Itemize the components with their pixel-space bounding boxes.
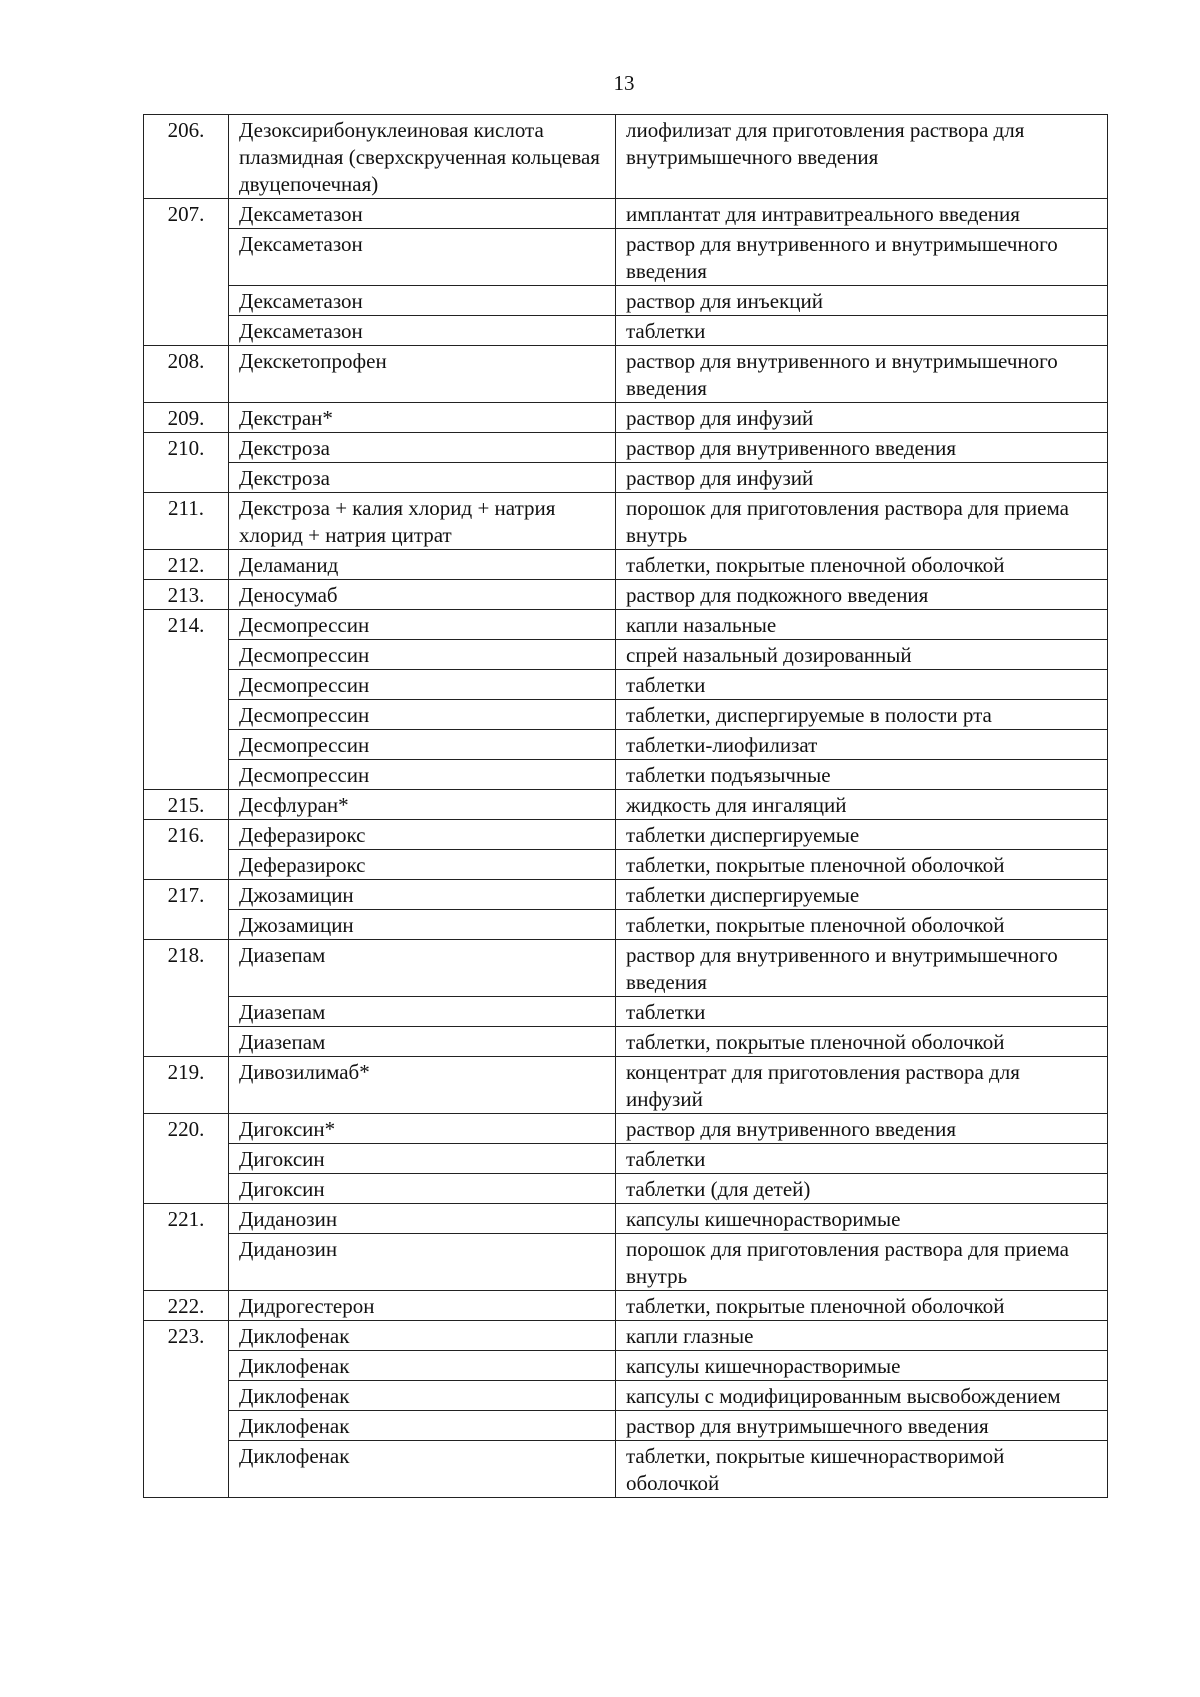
dosage-form: раствор для внутримышечного введения <box>616 1411 1108 1441</box>
drug-name: Декскетопрофен <box>229 346 616 403</box>
dosage-form: раствор для внутривенного введения <box>616 433 1108 463</box>
table-row <box>144 229 1108 286</box>
table-row <box>144 346 1108 403</box>
drug-name: Диазепам <box>229 940 616 997</box>
table-row <box>144 1411 1108 1441</box>
dosage-form: таблетки (для детей) <box>616 1174 1108 1204</box>
drug-table <box>143 114 1108 1498</box>
drug-name: Диазепам <box>229 997 616 1027</box>
drug-name: Декстран* <box>229 403 616 433</box>
dosage-form: раствор для инфузий <box>616 463 1108 493</box>
drug-name: Диклофенак <box>229 1441 616 1498</box>
drug-name: Деферазирокс <box>229 850 616 880</box>
drug-name: Декстроза <box>229 433 616 463</box>
table-row <box>144 1057 1108 1114</box>
drug-name: Десфлуран* <box>229 790 616 820</box>
table-row <box>144 1027 1108 1057</box>
drug-name: Джозамицин <box>229 880 616 910</box>
dosage-form: таблетки, покрытые пленочной оболочкой <box>616 1027 1108 1057</box>
dosage-form: раствор для внутривенного и внутримышечного введения <box>616 346 1108 403</box>
dosage-form: капли назальные <box>616 610 1108 640</box>
drug-name: Дидрогестерон <box>229 1291 616 1321</box>
table-row <box>144 1381 1108 1411</box>
dosage-form: раствор для внутривенного и внутримышечного введения <box>616 940 1108 997</box>
drug-name: Дигоксин <box>229 1144 616 1174</box>
dosage-form: раствор для внутривенного и внутримышечного введения <box>616 229 1108 286</box>
row-number: 215. <box>144 790 229 820</box>
row-number: 210. <box>144 433 229 493</box>
dosage-form: таблетки <box>616 670 1108 700</box>
dosage-form: таблетки, покрытые пленочной оболочкой <box>616 1291 1108 1321</box>
table-row <box>144 640 1108 670</box>
drug-name: Деламанид <box>229 550 616 580</box>
table-row <box>144 820 1108 850</box>
drug-name: Дивозилимаб* <box>229 1057 616 1114</box>
table-row <box>144 850 1108 880</box>
table-row <box>144 550 1108 580</box>
row-number: 218. <box>144 940 229 1057</box>
drug-name: Дексаметазон <box>229 199 616 229</box>
table-row <box>144 910 1108 940</box>
row-number: 211. <box>144 493 229 550</box>
drug-name: Десмопрессин <box>229 610 616 640</box>
drug-name: Декстроза <box>229 463 616 493</box>
drug-name: Деферазирокс <box>229 820 616 850</box>
row-number: 221. <box>144 1204 229 1291</box>
table-row <box>144 997 1108 1027</box>
dosage-form: раствор для инфузий <box>616 403 1108 433</box>
dosage-form: имплантат для интравитреального введения <box>616 199 1108 229</box>
dosage-form: таблетки, диспергируемые в полости рта <box>616 700 1108 730</box>
drug-name: Десмопрессин <box>229 760 616 790</box>
table-row <box>144 1351 1108 1381</box>
row-number: 216. <box>144 820 229 880</box>
table-row <box>144 760 1108 790</box>
table-row <box>144 1204 1108 1234</box>
table-row <box>144 463 1108 493</box>
drug-table-body <box>144 115 1108 1498</box>
drug-name: Десмопрессин <box>229 700 616 730</box>
drug-name: Десмопрессин <box>229 730 616 760</box>
dosage-form: лиофилизат для приготовления раствора для внутримышечного введения <box>616 115 1108 199</box>
table-row <box>144 700 1108 730</box>
dosage-form: таблетки <box>616 316 1108 346</box>
table-row <box>144 1234 1108 1291</box>
drug-name: Дезоксирибонуклеиновая кислота плазмидная (сверхскрученная кольцевая двуцепочечная) <box>229 115 616 199</box>
table-row <box>144 790 1108 820</box>
row-number: 219. <box>144 1057 229 1114</box>
row-number: 206. <box>144 115 229 199</box>
table-row <box>144 115 1108 199</box>
drug-name: Диклофенак <box>229 1351 616 1381</box>
table-row <box>144 610 1108 640</box>
drug-name: Диклофенак <box>229 1381 616 1411</box>
dosage-form: таблетки, покрытые пленочной оболочкой <box>616 910 1108 940</box>
drug-name: Дексаметазон <box>229 316 616 346</box>
dosage-form: таблетки диспергируемые <box>616 820 1108 850</box>
drug-name: Диданозин <box>229 1204 616 1234</box>
drug-name: Диданозин <box>229 1234 616 1291</box>
dosage-form: таблетки <box>616 997 1108 1027</box>
dosage-form: таблетки-лиофилизат <box>616 730 1108 760</box>
dosage-form: таблетки <box>616 1144 1108 1174</box>
row-number: 212. <box>144 550 229 580</box>
dosage-form: таблетки диспергируемые <box>616 880 1108 910</box>
drug-name: Декстроза + калия хлорид + натрия хлорид + натрия цитрат <box>229 493 616 550</box>
dosage-form: жидкость для ингаляций <box>616 790 1108 820</box>
dosage-form: таблетки, покрытые кишечнорастворимой оболочкой <box>616 1441 1108 1498</box>
drug-name: Деносумаб <box>229 580 616 610</box>
table-row <box>144 199 1108 229</box>
drug-name: Дексаметазон <box>229 229 616 286</box>
table-row <box>144 493 1108 550</box>
drug-name: Десмопрессин <box>229 640 616 670</box>
table-row <box>144 580 1108 610</box>
table-row <box>144 1291 1108 1321</box>
table-row <box>144 433 1108 463</box>
row-number: 213. <box>144 580 229 610</box>
drug-name: Десмопрессин <box>229 670 616 700</box>
row-number: 209. <box>144 403 229 433</box>
drug-name: Дексаметазон <box>229 286 616 316</box>
table-row <box>144 1114 1108 1144</box>
table-row <box>144 1174 1108 1204</box>
dosage-form: таблетки, покрытые пленочной оболочкой <box>616 550 1108 580</box>
row-number: 214. <box>144 610 229 790</box>
table-row <box>144 1144 1108 1174</box>
table-row <box>144 403 1108 433</box>
table-row <box>144 730 1108 760</box>
table-row <box>144 880 1108 910</box>
row-number: 220. <box>144 1114 229 1204</box>
dosage-form: капсулы кишечнорастворимые <box>616 1204 1108 1234</box>
dosage-form: раствор для инъекций <box>616 286 1108 316</box>
drug-name: Джозамицин <box>229 910 616 940</box>
drug-name: Диазепам <box>229 1027 616 1057</box>
dosage-form: капсулы с модифицированным высвобождением <box>616 1381 1108 1411</box>
row-number: 223. <box>144 1321 229 1498</box>
dosage-form: капли глазные <box>616 1321 1108 1351</box>
table-row <box>144 316 1108 346</box>
dosage-form: таблетки, покрытые пленочной оболочкой <box>616 850 1108 880</box>
table-row <box>144 1321 1108 1351</box>
dosage-form: капсулы кишечнорастворимые <box>616 1351 1108 1381</box>
dosage-form: порошок для приготовления раствора для приема внутрь <box>616 1234 1108 1291</box>
dosage-form: спрей назальный дозированный <box>616 640 1108 670</box>
dosage-form: раствор для подкожного введения <box>616 580 1108 610</box>
table-row <box>144 670 1108 700</box>
table-row <box>144 286 1108 316</box>
row-number: 207. <box>144 199 229 346</box>
dosage-form: порошок для приготовления раствора для приема внутрь <box>616 493 1108 550</box>
page-number: 13 <box>613 71 635 95</box>
dosage-form: концентрат для приготовления раствора для инфузий <box>616 1057 1108 1114</box>
dosage-form: таблетки подъязычные <box>616 760 1108 790</box>
row-number: 222. <box>144 1291 229 1321</box>
table-row <box>144 940 1108 997</box>
table-row <box>144 1441 1108 1498</box>
drug-name: Дигоксин <box>229 1174 616 1204</box>
row-number: 217. <box>144 880 229 940</box>
dosage-form: раствор для внутривенного введения <box>616 1114 1108 1144</box>
drug-name: Диклофенак <box>229 1411 616 1441</box>
drug-name: Дигоксин* <box>229 1114 616 1144</box>
drug-name: Диклофенак <box>229 1321 616 1351</box>
row-number: 208. <box>144 346 229 403</box>
